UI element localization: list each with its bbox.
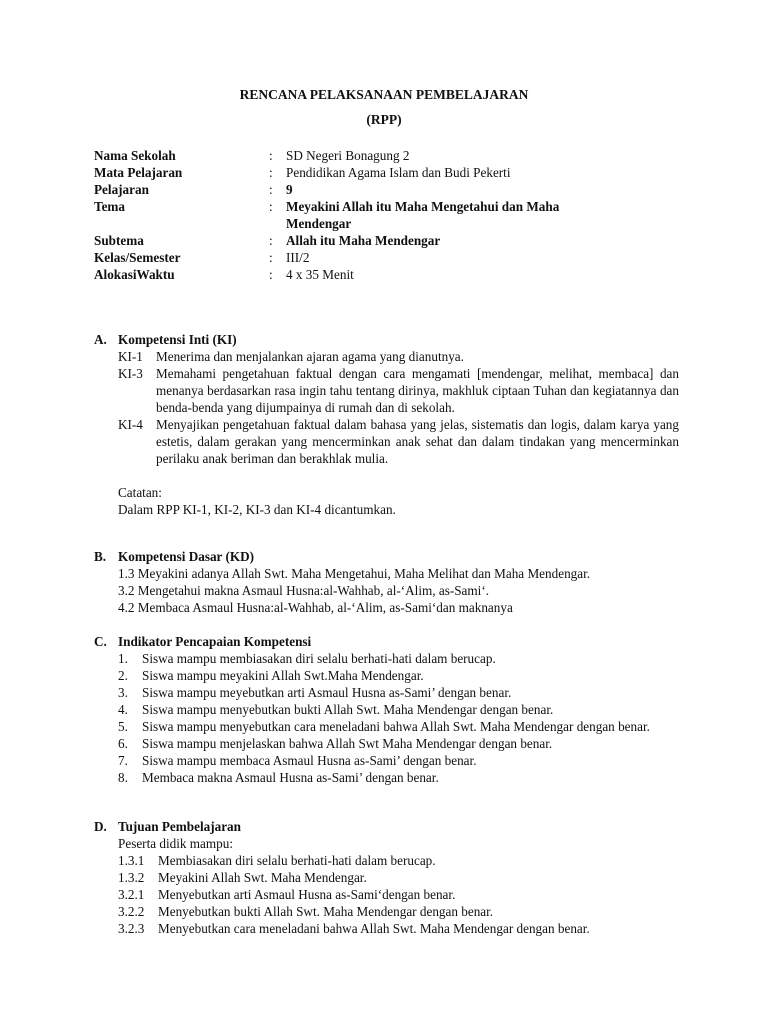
item-number: 1.3.2 (118, 870, 145, 885)
item-text: Membiasakan diri selalu berhati-hati dalam berucap. (158, 853, 436, 868)
kd-item: 4.2 Membaca Asmaul Husna:al-Wahhab, al-‘Alim, as-Sami‘dan maknanya (118, 600, 513, 615)
item-text: Siswa mampu meyakini Allah Swt.Maha Mendengar. (142, 668, 424, 683)
identity-value: III/2 (286, 250, 310, 265)
item-number: 8. (118, 770, 128, 785)
identity-colon: : (269, 182, 273, 197)
identity-label: Nama Sekolah (94, 148, 176, 163)
item-number: 3.2.1 (118, 887, 145, 902)
item-number: 5. (118, 719, 128, 734)
item-text: Siswa mampu meyebutkan arti Asmaul Husna as-Sami’ dengan benar. (142, 685, 512, 700)
section-heading (94, 331, 679, 348)
ki-text: Menyajikan pengetahuan faktual dalam bahasa yang jelas, sistematis dan logis, dalam karya yang estetis, dalam gerakan yang mencerminkan anak sehat dan dalam tindakan yang mencerminkan perilaku anak beriman dan berakhlak mulia. (156, 417, 679, 466)
section-letter: C. (94, 634, 107, 649)
item-text: Menyebutkan cara meneladani bahwa Allah Swt. Maha Mendengar dengan benar. (158, 921, 590, 936)
section-kompetensi-dasar (94, 548, 679, 616)
identity-label: Subtema (94, 233, 144, 248)
identity-label: Pelajaran (94, 182, 149, 197)
identity-value: Allah itu Maha Mendengar (286, 233, 441, 248)
goal-item (118, 852, 679, 869)
item-text: Siswa mampu menyebutkan bukti Allah Swt. Maha Mendengar dengan benar. (142, 702, 554, 717)
identity-colon: : (269, 250, 273, 265)
kd-item: 3.2 Mengetahui makna Asmaul Husna:al-Wahhab, al-‘Alim, as-Sami‘. (118, 583, 490, 598)
item-number: 4. (118, 702, 128, 717)
item-number: 1.3.1 (118, 853, 145, 868)
indicator-item (118, 718, 679, 735)
identity-colon: : (269, 233, 273, 248)
item-number: 3.2.3 (118, 921, 145, 936)
document-title: RENCANA PELAKSANAAN PEMBELAJARAN (239, 87, 529, 102)
section-tujuan (94, 818, 679, 937)
item-text: Siswa mampu menyebutkan cara meneladani bahwa Allah Swt. Maha Mendengar dengan benar. (142, 719, 650, 734)
identity-row-school (94, 147, 694, 164)
goal-item (118, 869, 679, 886)
identity-label: Kelas/Semester (94, 250, 181, 265)
item-number: 3.2.2 (118, 904, 145, 919)
ki-text: Menerima dan menjalankan ajaran agama yang dianutnya. (156, 349, 464, 364)
ki-item (118, 348, 679, 365)
indicator-item (118, 701, 679, 718)
ki-text: Memahami pengetahuan faktual dengan cara mengamati [mendengar, melihat, membaca] dan menanya berdasarkan rasa ingin tahu tentang dirinya, makhluk ciptaan Tuhan dan kegiatannya dan benda-benda yang dijumpainya di rumah dan di sekolah. (156, 366, 679, 415)
section-title: Tujuan Pembelajaran (118, 819, 241, 834)
identity-table (94, 147, 694, 283)
document-subtitle: (RPP) (366, 112, 402, 127)
section-letter: A. (94, 332, 107, 347)
section-letter: B. (94, 549, 107, 564)
indicator-item (118, 769, 679, 786)
goal-item (118, 886, 679, 903)
section-title: Kompetensi Dasar (KD) (118, 549, 255, 564)
indicator-item (118, 735, 679, 752)
ki-code: KI-1 (118, 349, 143, 364)
item-text: Siswa mampu membaca Asmaul Husna as-Sami’ dengan benar. (142, 753, 477, 768)
item-text: Menyebutkan bukti Allah Swt. Maha Mendengar dengan benar. (158, 904, 494, 919)
item-text: Menyebutkan arti Asmaul Husna as-Sami‘dengan benar. (158, 887, 456, 902)
indicator-item (118, 650, 679, 667)
identity-label: Tema (94, 199, 126, 214)
section-title: Kompetensi Inti (KI) (118, 332, 237, 347)
identity-row-theme (94, 198, 694, 232)
identity-row-class (94, 249, 694, 266)
item-text: Meyakini Allah Swt. Maha Mendengar. (158, 870, 367, 885)
section-indikator (94, 633, 679, 786)
identity-colon: : (269, 267, 273, 282)
item-text: Membaca makna Asmaul Husna as-Sami’ dengan benar. (142, 770, 439, 785)
item-number: 7. (118, 753, 128, 768)
item-text: Siswa mampu membiasakan diri selalu berhati-hati dalam berucap. (142, 651, 496, 666)
identity-colon: : (269, 165, 273, 180)
note-label: Catatan: (118, 485, 162, 500)
identity-row-subtheme (94, 232, 694, 249)
section-heading (94, 818, 679, 835)
item-number: 6. (118, 736, 128, 751)
note-text: Dalam RPP KI-1, KI-2, KI-3 dan KI-4 dicantumkan. (118, 502, 396, 517)
identity-row-subject (94, 164, 694, 181)
section-heading (94, 633, 679, 650)
identity-row-time (94, 266, 694, 283)
identity-label: Mata Pelajaran (94, 165, 183, 180)
identity-value: 4 x 35 Menit (286, 267, 354, 282)
indicator-item (118, 684, 679, 701)
identity-row-lesson (94, 181, 694, 198)
indicator-item (118, 667, 679, 684)
item-number: 3. (118, 685, 128, 700)
section-kompetensi-inti (94, 331, 679, 518)
goal-intro: Peserta didik mampu: (118, 836, 234, 851)
ki-item (118, 416, 679, 467)
item-number: 1. (118, 651, 128, 666)
identity-label: AlokasiWaktu (94, 267, 175, 282)
item-text: Siswa mampu menjelaskan bahwa Allah Swt Maha Mendengar dengan benar. (142, 736, 553, 751)
section-heading (94, 548, 679, 565)
kd-item: 1.3 Meyakini adanya Allah Swt. Maha Mengetahui, Maha Melihat dan Maha Mendengar. (118, 566, 591, 581)
item-number: 2. (118, 668, 128, 683)
identity-value: Meyakini Allah itu Maha Mengetahui dan Maha Mendengar (286, 199, 560, 231)
goal-item (118, 920, 679, 937)
identity-value: SD Negeri Bonagung 2 (286, 148, 410, 163)
goal-item (118, 903, 679, 920)
identity-value: Pendidikan Agama Islam dan Budi Pekerti (286, 165, 511, 180)
identity-colon: : (269, 199, 273, 214)
section-title: Indikator Pencapaian Kompetensi (118, 634, 312, 649)
section-letter: D. (94, 819, 107, 834)
identity-value: 9 (286, 182, 293, 197)
ki-code: KI-4 (118, 417, 143, 432)
ki-item (118, 365, 679, 416)
indicator-item (118, 752, 679, 769)
identity-colon: : (269, 148, 273, 163)
ki-code: KI-3 (118, 366, 143, 381)
